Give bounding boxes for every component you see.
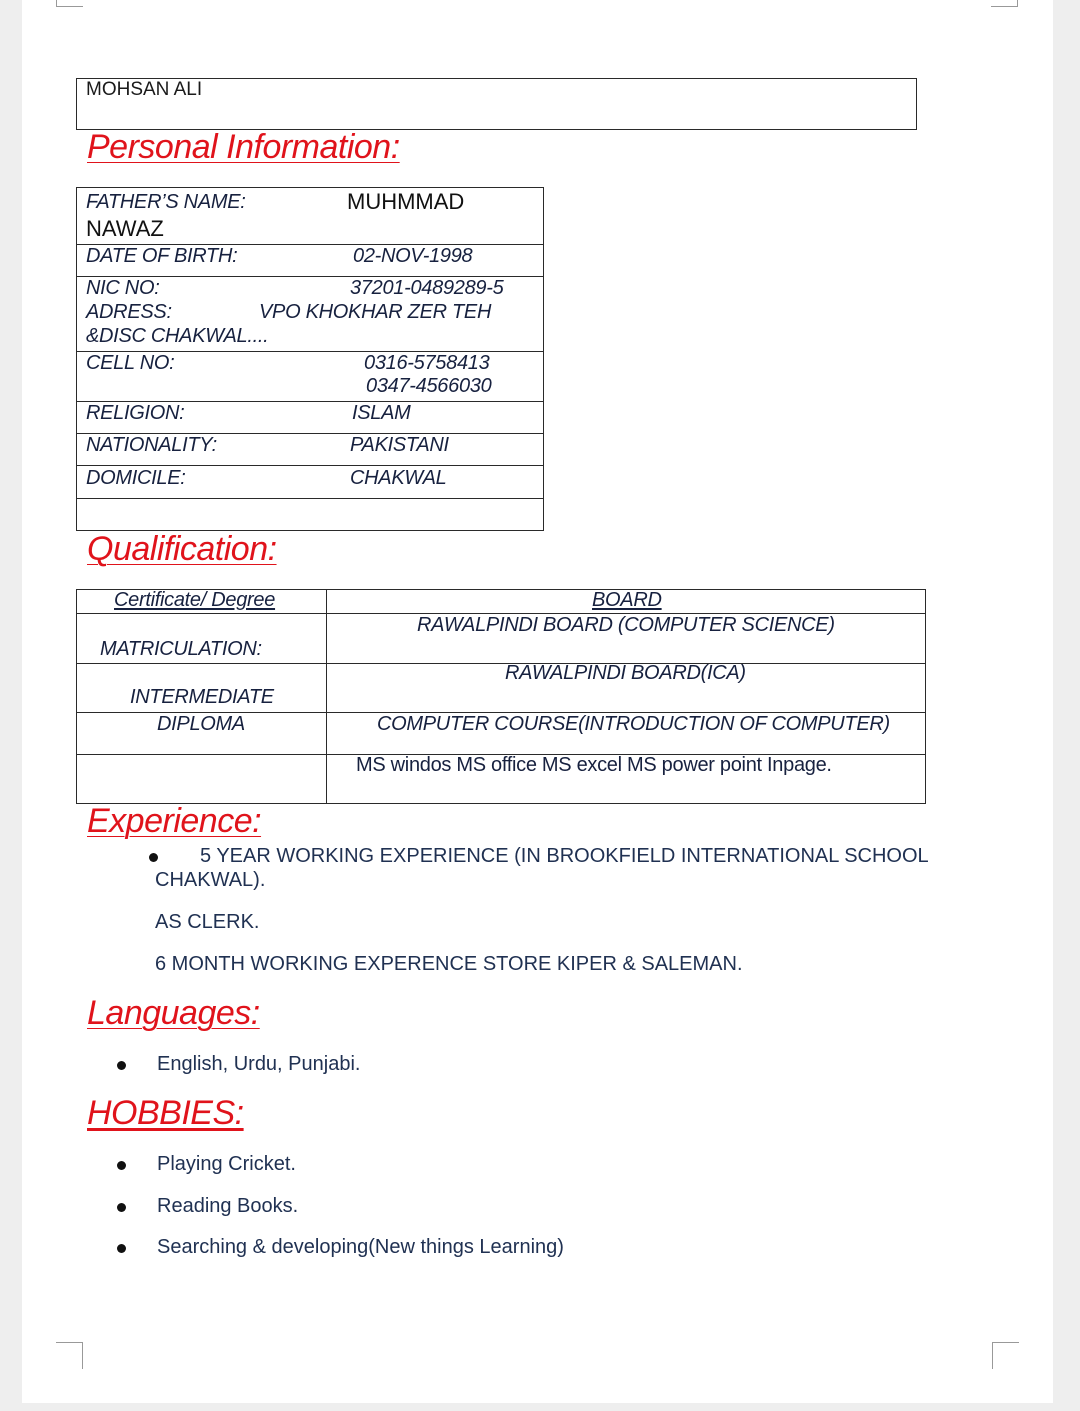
row-divider	[76, 498, 544, 499]
hobby-item: Playing Cricket.	[157, 1153, 296, 1175]
nationality-label: NATIONALITY:	[86, 434, 217, 456]
personal-information-heading: Personal Information:	[87, 128, 400, 166]
address-value: VPO KHOKHAR ZER TEH	[259, 301, 492, 323]
row4-board: MS windos MS office MS excel MS power point Inpage.	[356, 754, 832, 776]
row1-board: RAWALPINDI BOARD (COMPUTER SCIENCE)	[417, 614, 835, 636]
father-name-value: MUHMMAD	[347, 189, 465, 214]
language-item: English, Urdu, Punjabi.	[157, 1053, 361, 1075]
hobby-item: Searching & developing(New things Learning)	[157, 1236, 564, 1258]
cell-value-1: 0316-5758413	[364, 352, 490, 374]
candidate-name: MOHSAN ALI	[86, 79, 203, 100]
cell-label: CELL NO:	[86, 352, 175, 374]
row-divider	[76, 663, 926, 664]
experience-line-3: AS CLERK.	[155, 911, 260, 933]
bullet-icon	[117, 1161, 126, 1170]
nic-label: NIC NO:	[86, 277, 160, 299]
row-divider	[76, 465, 544, 466]
row3-board: COMPUTER COURSE(INTRODUCTION OF COMPUTER)	[377, 713, 890, 735]
bullet-icon	[117, 1203, 126, 1212]
dob-label: DATE OF BIRTH:	[86, 245, 238, 267]
domicile-value: CHAKWAL	[350, 467, 447, 489]
crop-mark-bottom-right	[992, 1342, 1019, 1369]
dob-value: 02-NOV-1998	[353, 245, 473, 267]
col-header-board: BOARD	[592, 589, 662, 611]
crop-mark-bottom-left	[56, 1342, 83, 1369]
col-divider	[326, 589, 327, 804]
nic-value: 37201-0489289-5	[350, 277, 504, 299]
crop-mark-top-right	[991, 0, 1018, 7]
bullet-icon	[117, 1061, 126, 1070]
languages-heading: Languages:	[87, 994, 260, 1032]
qualification-heading: Qualification:	[87, 530, 277, 568]
religion-value: ISLAM	[352, 402, 411, 424]
col-header-degree: Certificate/ Degree	[114, 589, 276, 611]
address-value-cont: &DISC CHAKWAL....	[86, 325, 269, 347]
row3-degree: DIPLOMA	[157, 713, 245, 735]
father-name-label: FATHER’S NAME:	[86, 191, 246, 213]
address-label: ADRESS:	[86, 301, 172, 323]
row2-degree: INTERMEDIATE	[130, 686, 274, 708]
religion-label: RELIGION:	[86, 402, 185, 424]
bullet-icon	[149, 853, 158, 862]
document-page	[22, 0, 1053, 1403]
hobby-item: Reading Books.	[157, 1195, 299, 1217]
bullet-icon	[117, 1244, 126, 1253]
experience-line-4: 6 MONTH WORKING EXPERENCE STORE KIPER & SALEMAN.	[155, 953, 743, 975]
experience-line-2: CHAKWAL).	[155, 869, 266, 891]
hobbies-heading: HOBBIES:	[87, 1094, 244, 1132]
cell-value-2: 0347-4566030	[366, 375, 492, 397]
experience-heading: Experience:	[87, 802, 262, 840]
row1-degree: MATRICULATION:	[100, 638, 262, 660]
experience-line-1: 5 YEAR WORKING EXPERIENCE (IN BROOKFIELD INTERNATIONAL SCHOOL	[200, 845, 929, 867]
nationality-value: PAKISTANI	[350, 434, 449, 456]
row2-board: RAWALPINDI BOARD(ICA)	[505, 662, 746, 684]
domicile-label: DOMICILE:	[86, 467, 186, 489]
father-name-value-cont: NAWAZ	[86, 216, 164, 241]
crop-mark-top-left	[56, 0, 83, 7]
